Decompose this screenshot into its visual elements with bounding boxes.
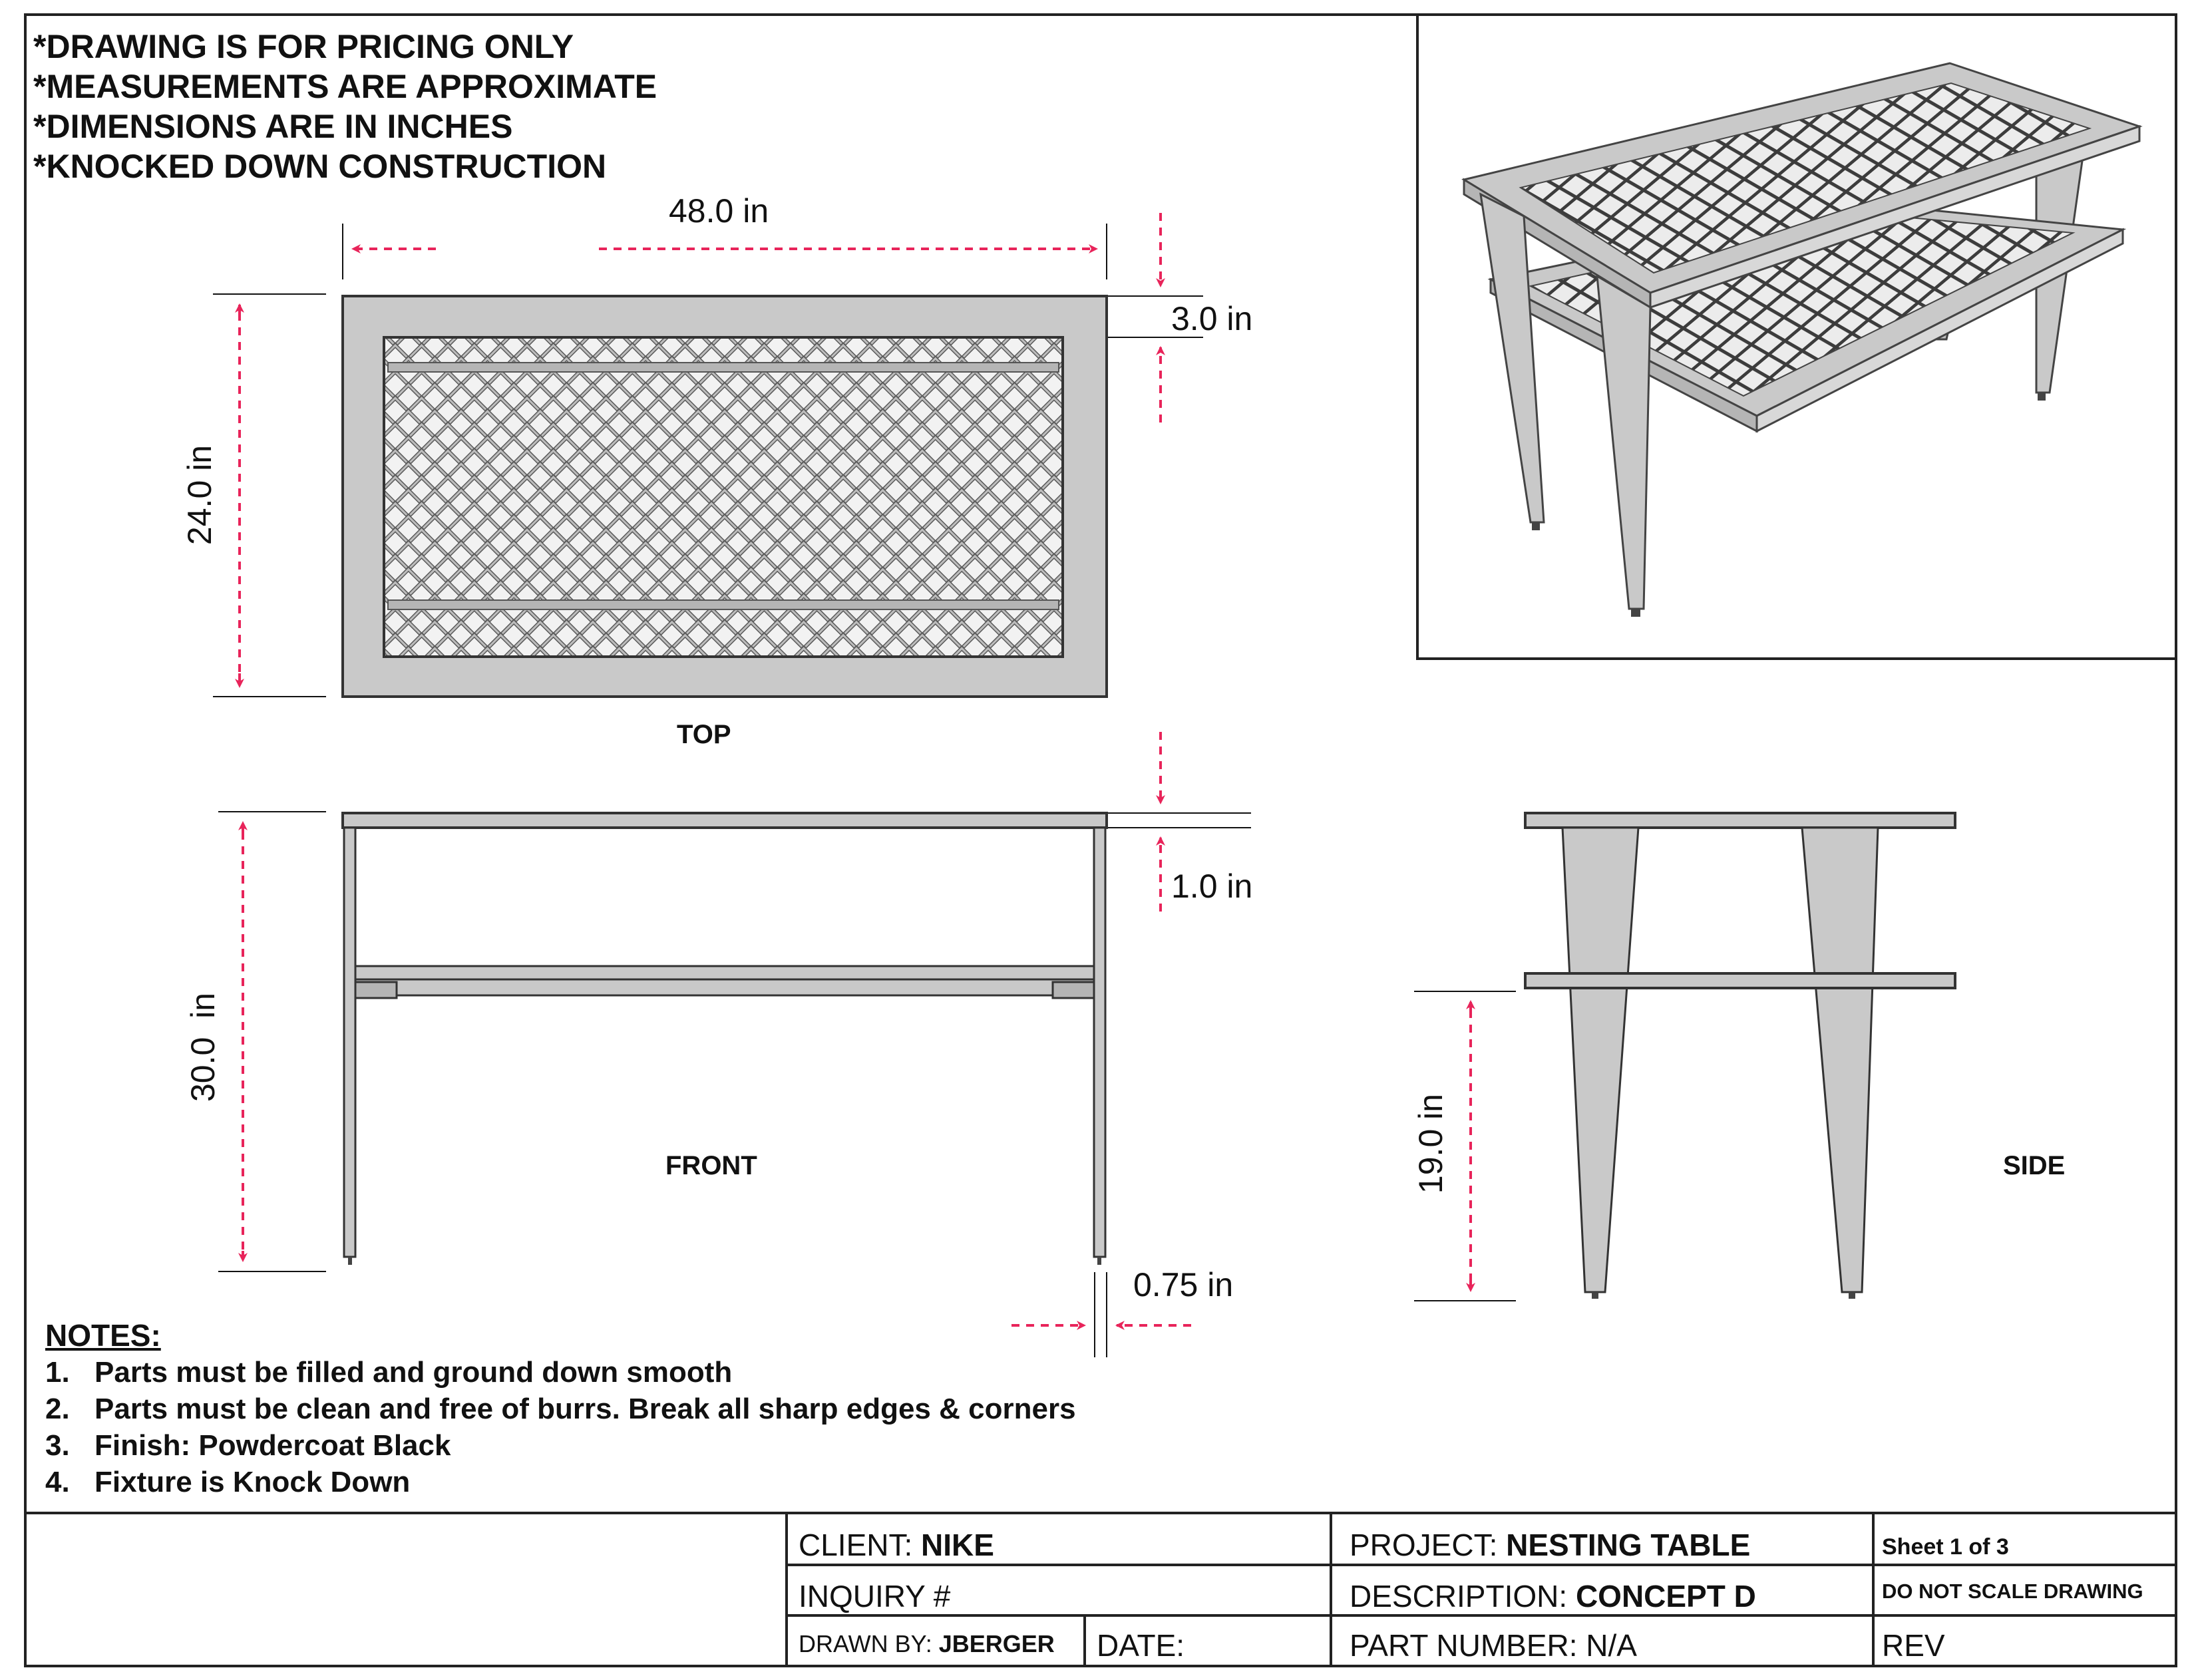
front-leg-right <box>1094 828 1105 1257</box>
description-value: CONCEPT D <box>1575 1579 1756 1613</box>
dim-shelf-height: 19.0 in <box>1412 1093 1449 1194</box>
part-number-field <box>1350 1627 1637 1663</box>
side-view <box>1525 813 1955 1299</box>
view-label-front: FRONT <box>665 1151 757 1180</box>
note-item <box>45 1429 451 1462</box>
note-text: Parts must be filled and ground down smooth <box>94 1356 733 1389</box>
general-note-2: *MEASUREMENTS ARE APPROXIMATE <box>33 68 657 105</box>
drawn-by-value: JBERGER <box>938 1630 1055 1657</box>
front-top <box>343 813 1107 828</box>
front-leg-left <box>344 828 355 1257</box>
side-leg-left <box>1562 828 1638 1292</box>
general-note-1: *DRAWING IS FOR PRICING ONLY <box>33 28 574 65</box>
part-number-label: PART NUMBER: <box>1350 1628 1578 1663</box>
dim-top-depth: 24.0 in <box>181 444 218 546</box>
inquiry-label: INQUIRY # <box>799 1579 951 1613</box>
rev-label: REV <box>1882 1628 1945 1663</box>
dim-frame-border: 3.0 in <box>1171 300 1253 337</box>
note-item <box>45 1393 1076 1426</box>
note-number: 1. <box>45 1356 70 1389</box>
sheet-number: Sheet 1 of 3 <box>1882 1534 2009 1560</box>
part-number-value: N/A <box>1586 1628 1637 1663</box>
note-text: Parts must be clean and free of burrs. Break all sharp edges & corners <box>94 1393 1076 1425</box>
drawn-by-field <box>799 1630 1055 1658</box>
client-value: NIKE <box>921 1528 994 1562</box>
side-top <box>1525 813 1955 828</box>
project-label: PROJECT: <box>1350 1528 1498 1562</box>
view-label-top: TOP <box>677 720 731 749</box>
general-note-4: *KNOCKED DOWN CONSTRUCTION <box>33 148 607 185</box>
note-number: 2. <box>45 1393 70 1425</box>
project-value: NESTING TABLE <box>1506 1528 1751 1562</box>
view-label-side: SIDE <box>2003 1151 2066 1180</box>
top-view <box>343 296 1107 697</box>
client-label: CLIENT: <box>799 1528 913 1562</box>
dim-top-thickness: 1.0 in <box>1171 868 1253 905</box>
notes-heading: NOTES: <box>45 1318 161 1353</box>
dim-top-width: 48.0 in <box>669 192 769 230</box>
note-number: 4. <box>45 1466 70 1498</box>
note-item <box>45 1356 732 1389</box>
description-label: DESCRIPTION: <box>1350 1579 1568 1613</box>
side-shelf <box>1525 973 1955 988</box>
general-note-3: *DIMENSIONS ARE IN INCHES <box>33 108 513 145</box>
dim-leg-width: 0.75 in <box>1133 1266 1234 1303</box>
isometric-view <box>1417 15 2175 659</box>
note-text: Fixture is Knock Down <box>94 1466 411 1498</box>
note-number: 3. <box>45 1429 70 1462</box>
note-text: Finish: Powdercoat Black <box>94 1429 451 1462</box>
description-field <box>1350 1578 1756 1614</box>
client-field <box>799 1527 994 1563</box>
note-item <box>45 1466 410 1499</box>
drawn-by-label: DRAWN BY: <box>799 1630 932 1657</box>
side-leg-right <box>1802 828 1878 1292</box>
project-field <box>1350 1527 1750 1563</box>
date-label: DATE: <box>1097 1628 1185 1663</box>
front-shelf <box>355 966 1094 979</box>
dim-overall-height: 30.0 in <box>184 993 222 1102</box>
front-view <box>343 813 1107 1265</box>
do-not-scale-note: DO NOT SCALE DRAWING <box>1882 1580 2143 1603</box>
